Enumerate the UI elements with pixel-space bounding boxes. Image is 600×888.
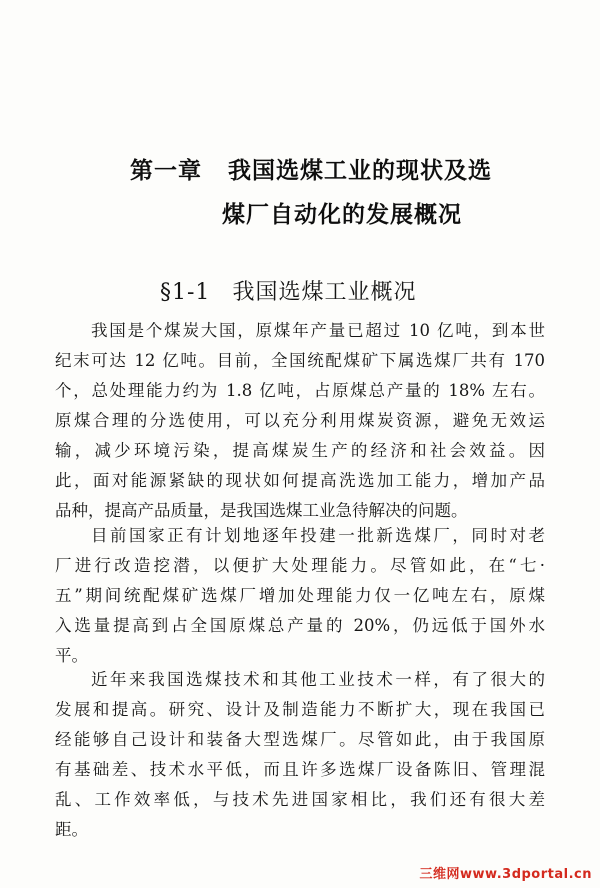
paragraph-line: 平。	[55, 646, 88, 665]
paragraph-line: 乱、工作效率低，与技术先进国家相比，我们还有很大差	[55, 790, 545, 809]
paragraph-1	[55, 316, 545, 526]
section-title: 我国选煤工业概况	[232, 280, 417, 305]
paragraph-line: 发展和提高。研究、设计及制造能力不断扩大，现在我国已	[55, 700, 545, 719]
paragraph-line: 纪末可达 12 亿吨。目前，全国统配煤矿下属选煤厂共有 170	[55, 351, 545, 370]
section-number: §1-1	[160, 280, 211, 305]
paragraph-line: 个，总处理能力约为 1.8 亿吨，占原煤总产量的 18% 左右。	[55, 381, 545, 400]
paragraph-line: 目前国家正有计划地逐年投建一批新选煤厂，同时对老	[91, 526, 545, 545]
chapter-number: 第一章	[130, 158, 202, 184]
paragraph-line: 五”期间统配煤矿选煤厂增加处理能力仅一亿吨左右，原煤	[55, 586, 545, 605]
site-watermark: 三维网www.3dportal.cn	[419, 867, 592, 882]
paragraph-line: 入选量提高到占全国原煤总产量的 20%，仍远低于国外水	[55, 616, 545, 635]
chapter-title-line-2: 煤厂自动化的发展概况	[222, 202, 462, 228]
paragraph-line: 近年来我国选煤技术和其他工业技术一样，有了很大的	[91, 670, 545, 689]
paragraph-line: 距。	[55, 820, 88, 839]
paragraph-2	[55, 521, 545, 671]
paragraph-line: 原煤合理的分选使用，可以充分利用煤炭资源，避免无效运	[55, 411, 545, 430]
chapter-title-text-1: 我国选煤工业的现状及选	[228, 158, 492, 184]
chapter-title-line-1	[0, 152, 600, 185]
paragraph-line: 经能够自己设计和装备大型选煤厂。尽管如此，由于我国原	[55, 730, 545, 749]
section-heading	[0, 275, 600, 306]
paragraph-line: 此，面对能源紧缺的现状如何提高洗选加工能力，增加产品	[55, 471, 545, 490]
paragraph-line: 我国是个煤炭大国，原煤年产量已超过 10 亿吨，到本世	[91, 321, 545, 340]
paragraph-line: 厂进行改造挖潜，以便扩大处理能力。尽管如此，在“七·	[55, 556, 545, 575]
paragraph-line: 品种，提高产品质量，是我国选煤工业急待解决的问题。	[55, 501, 468, 520]
paragraph-line: 输，减少环境污染，提高煤炭生产的经济和社会效益。因	[55, 441, 545, 460]
paragraph-3	[55, 665, 545, 845]
paragraph-line: 有基础差、技术水平低，而且许多选煤厂设备陈旧、管理混	[55, 760, 545, 779]
